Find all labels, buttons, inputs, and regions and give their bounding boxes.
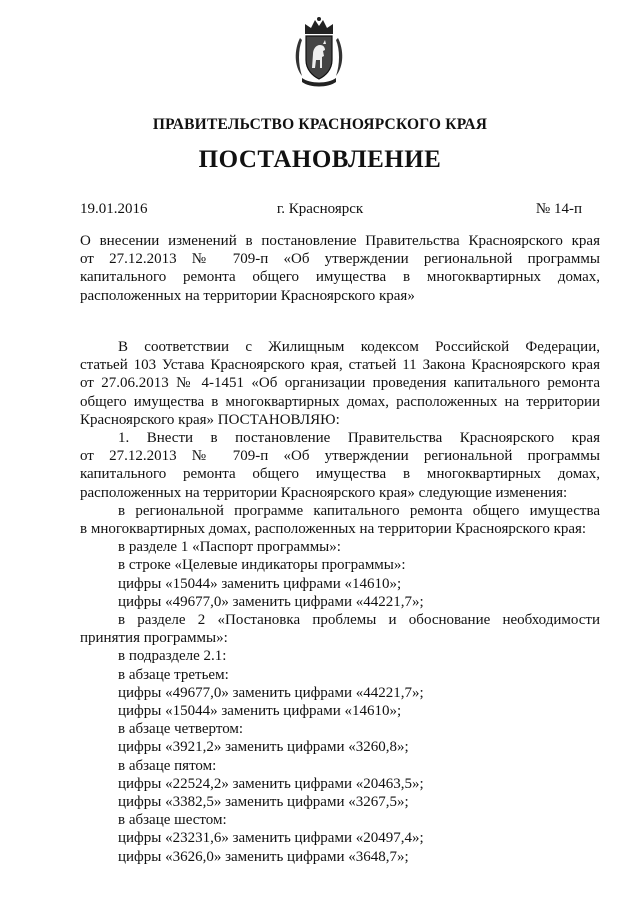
document-number: № 14-п [535, 201, 582, 217]
body-line: в разделе 1 «Паспорт программы»: [118, 539, 341, 556]
title-line: расположенных на территории Красноярского края» [80, 287, 415, 304]
body-line: цифры «15044» заменить цифрами «14610»; [118, 703, 402, 720]
document-type: ПОСТАНОВЛЕНИЕ [198, 146, 442, 173]
document-body [80, 338, 600, 866]
authority-name: ПРАВИТЕЛЬСТВО КРАСНОЯРСКОГО КРАЯ [152, 116, 488, 133]
body-line: в абзаце пятом: [118, 757, 217, 774]
body-line: цифры «15044» заменить цифрами «14610»; [118, 575, 402, 592]
body-line: в региональной программе капитального ремонта общего имущества [118, 502, 600, 519]
body-line: цифры «49677,0» заменить цифрами «44221,7»; [118, 684, 424, 701]
body-line: капитального ремонта общего имущества в многоквартирных домах, [80, 466, 600, 483]
title-line: капитального ремонта общего имущества в многоквартирных домах, [80, 269, 600, 286]
document-city: г. Красноярск [276, 201, 364, 217]
krasnoyarsk-coat-of-arms-icon [292, 16, 346, 90]
body-line: в разделе 2 «Постановка проблемы и обоснование необходимости [118, 612, 600, 629]
body-line: принятия программы»: [80, 630, 228, 647]
body-line: цифры «49677,0» заменить цифрами «44221,7»; [118, 593, 424, 610]
body-line: В соответствии с Жилищным кодексом Российской Федерации, [118, 339, 600, 355]
body-line: статьей 103 Устава Красноярского края, статьей 11 Закона Красноярского края [80, 357, 600, 374]
body-line: 1. Внести в постановление Правительства Красноярского края [118, 430, 600, 447]
document-date: 19.01.2016 [80, 201, 148, 217]
body-line: в строке «Целевые индикаторы программы»: [118, 557, 406, 574]
body-line: в подразделе 2.1: [118, 648, 227, 665]
body-line: цифры «3382,5» заменить цифрами «3267,5»; [118, 794, 409, 811]
body-line: в многоквартирных домах, расположенных на территории Красноярского края: [80, 521, 587, 538]
body-line: в абзаце шестом: [118, 812, 227, 829]
body-line: цифры «22524,2» заменить цифрами «20463,5»; [118, 775, 424, 792]
title-line: О внесении изменений в постановление Правительства Красноярского края [80, 233, 600, 249]
body-line: цифры «3626,0» заменить цифрами «3648,7»; [118, 848, 409, 865]
body-line: цифры «23231,6» заменить цифрами «20497,4»; [118, 830, 424, 847]
body-line: цифры «3921,2» заменить цифрами «3260,8»; [118, 739, 409, 756]
title-line: от 27.12.2013 № 709-п «Об утверждении региональной программы [80, 251, 600, 268]
body-line: в абзаце четвертом: [118, 721, 244, 738]
body-line: Красноярского края» ПОСТАНОВЛЯЮ: [80, 411, 340, 428]
body-line: в абзаце третьем: [118, 666, 229, 683]
body-line: от 27.06.2013 № 4-1451 «Об организации проведения капитального ремонта [80, 375, 600, 392]
document-title [80, 232, 600, 305]
body-line: расположенных на территории Красноярского края» следующие изменения: [80, 484, 568, 501]
body-line: общего имущества в многоквартирных домах, расположенных на территории [80, 393, 600, 410]
body-line: от 27.12.2013 № 709-п «Об утверждении региональной программы [80, 448, 600, 465]
